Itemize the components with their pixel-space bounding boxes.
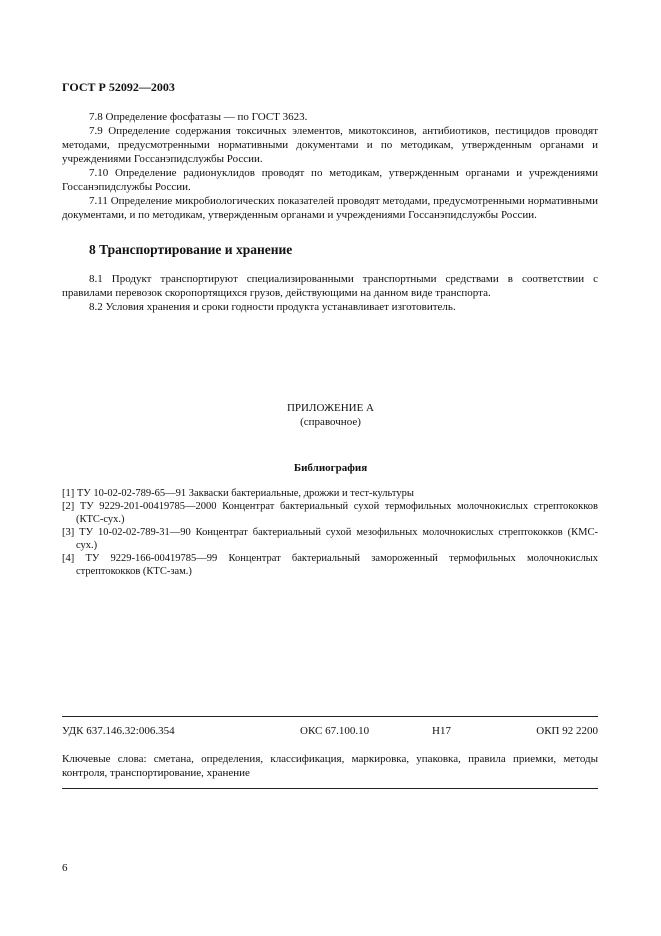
footer-bottom-rule: [62, 788, 598, 789]
group-code: Н17: [432, 725, 451, 737]
page-number: 6: [62, 862, 68, 874]
document-header: ГОСТ Р 52092—2003: [62, 80, 175, 94]
bibliography-list: [62, 487, 598, 578]
bibliography-item: [1] ТУ 10-02-02-789-65—91 Закваски бактериальные, дрожжи и тест-культуры: [62, 488, 414, 499]
paragraph-7-10: 7.10 Определение радионуклидов проводят по методикам, утвержденным органами и учреждениями Госсанэпидслужбы России.: [62, 167, 598, 193]
okp-code: ОКП 92 2200: [536, 725, 598, 737]
paragraph-7-8: 7.8 Определение фосфатазы — по ГОСТ 3623.: [89, 111, 308, 123]
footer-top-rule: [62, 716, 598, 717]
bibliography-item: [2] ТУ 9229-201-00419785—2000 Концентрат бактериальный сухой термофильных молочнокислых стрептококков (КТС-сух.): [62, 501, 598, 525]
appendix-subtitle: (справочное): [300, 416, 361, 428]
section-8-title: 8 Транспортирование и хранение: [89, 242, 293, 257]
paragraph-7-9: 7.9 Определение содержания токсичных элементов, микотоксинов, антибиотиков, пестицидов проводят методами, предусмотренными нормативными документами и по методикам, утвержденным органами и учреждениями Госсанэпидслужбы России.: [62, 125, 598, 165]
paragraph-8-1: 8.1 Продукт транспортируют специализированными транспортными средствами в соответствии с правилами перевозок скоропортящихся грузов, действующими на данном виде транспорта.: [62, 273, 598, 299]
oks-code: ОКС 67.100.10: [300, 725, 370, 737]
bibliography-item: [4] ТУ 9229-166-00419785—99 Концентрат бактериальный замороженный термофильных молочнокислых стрептококков (КТС-зам.): [62, 553, 598, 577]
appendix-title: ПРИЛОЖЕНИЕ А: [286, 402, 374, 414]
keywords: Ключевые слова: сметана, определения, классификация, маркировка, упаковка, правила приемки, методы контроля, транспортирование, хранение: [62, 753, 598, 779]
paragraph-7-11: 7.11 Определение микробиологических показателей проводят методами, предусмотренными нормативными документами, и по методикам, утвержденным органами и учреждениями Госсанэпидслужбы России.: [62, 195, 598, 221]
bibliography-title: Библиография: [293, 462, 368, 474]
paragraph-8-2: 8.2 Условия хранения и сроки годности продукта устанавливает изготовитель.: [89, 301, 456, 313]
udk-code: УДК 637.146.32:006.354: [62, 725, 175, 737]
bibliography-item: [3] ТУ 10-02-02-789-31—90 Концентрат бактериальный сухой мезофильных молочнокислых стрептококков (КМС-сух.): [62, 527, 598, 551]
